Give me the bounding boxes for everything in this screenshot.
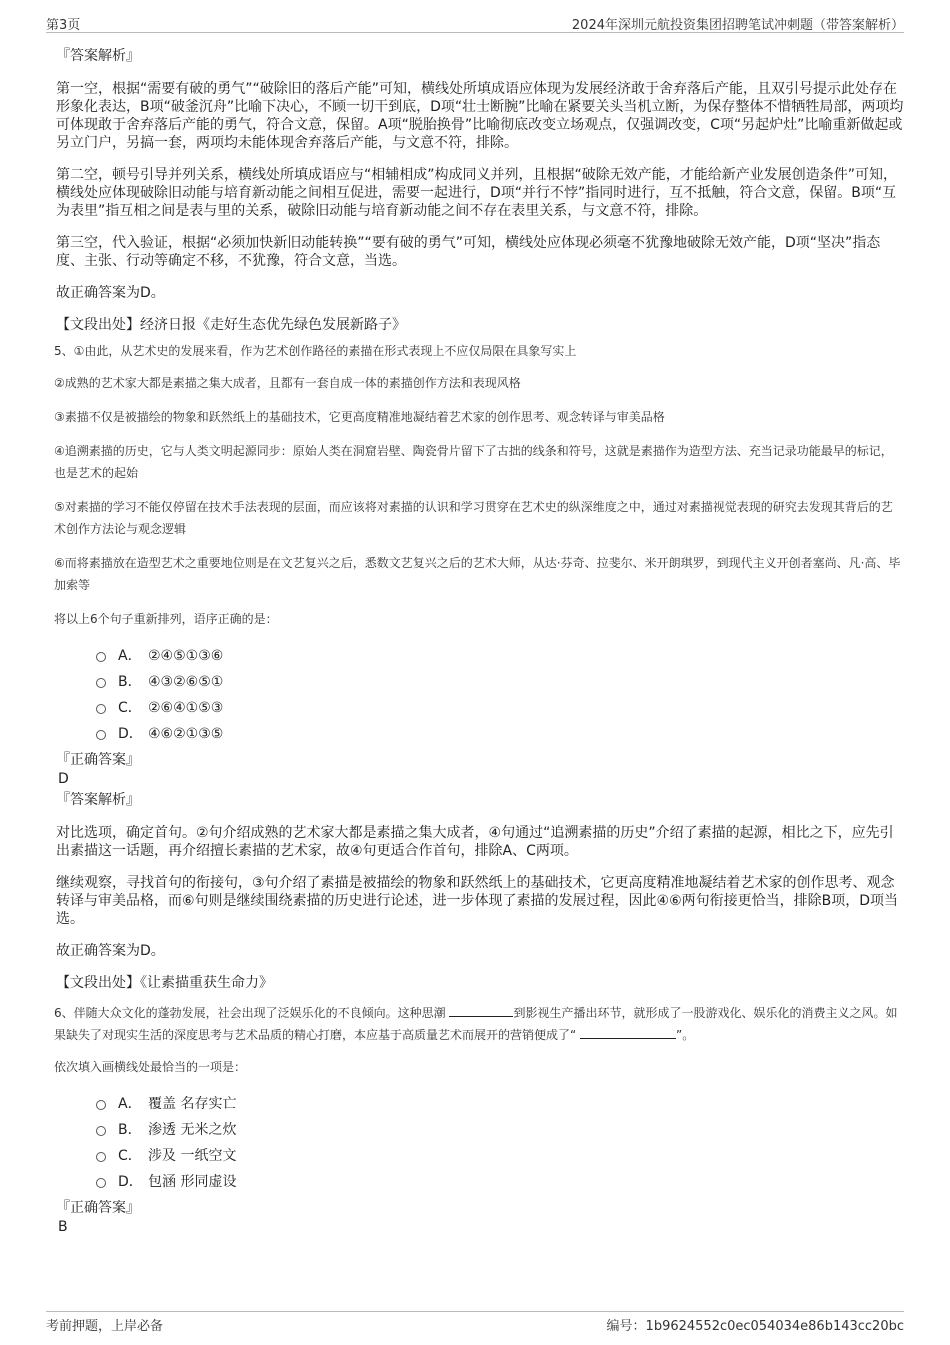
option-list <box>56 1092 904 1194</box>
analysis-conclusion: 故正确答案为D。 <box>56 943 165 959</box>
source-citation: 【文段出处】《让素描重获生命力》 <box>56 975 273 991</box>
fill-blank <box>580 1024 676 1039</box>
radio-icon[interactable] <box>96 730 106 740</box>
question-stem: 5、①由此，从艺术史的发展来看，作为艺术创作路径的素描在形式表现上不应仅局限在具象写实上 <box>54 344 577 358</box>
analysis-label: 『答案解析』 <box>56 792 140 808</box>
radio-icon[interactable] <box>96 1152 106 1162</box>
option-b[interactable]: B． ④③②⑥⑤① <box>56 670 904 694</box>
sentence-item: ⑤对素描的学习不能仅停留在技术手法表现的层面，而应该将对素描的认识和学习贯穿在艺术史的纵深维度之中，通过对素描视觉表现的研究去发现其背后的艺术创作方法论与观念逻辑 <box>54 500 893 536</box>
sentence-item: ⑥而将素描放在造型艺术之重要地位则是在文艺复兴之后，悉数文艺复兴之后的艺术大师，从达·芬奇、拉斐尔、米开朗琪罗，到现代主义开创者塞尚、凡·高、毕加索等 <box>54 556 901 592</box>
correct-answer-label: 『正确答案』 <box>56 1200 140 1216</box>
radio-icon[interactable] <box>96 1126 106 1136</box>
option-d[interactable]: D． ④⑥②①③⑤ <box>56 722 904 746</box>
option-c[interactable]: C． 涉及 一纸空文 <box>56 1144 904 1168</box>
sentence-item: ③素描不仅是被描绘的物象和跃然纸上的基础技术，它更高度精准地凝结着艺术家的创作思考、观念转译与审美品格 <box>54 410 665 424</box>
document-id: 编号：1b9624552c0ec054034e86b143cc20bc <box>606 1319 904 1334</box>
analysis-paragraph: 对比选项，确定首句。②句介绍成熟的艺术家大都是素描之集大成者，④句通过“追溯素描的历史”介绍了素描的起源，相比之下，应先引出素描这一话题，再介绍擅长素描的艺术家，故④句更适合作首句，排除A、C两项。 <box>56 825 894 859</box>
radio-icon[interactable] <box>96 1178 106 1188</box>
page-number: 第3页 <box>46 18 81 33</box>
analysis-label: 『答案解析』 <box>56 48 140 64</box>
radio-icon[interactable] <box>96 1100 106 1110</box>
sentence-item: ④追溯素描的历史，它与人类文明起源同步：原始人类在洞窟岩壁、陶瓷骨片留下了古拙的线条和符号，这就是素描作为造型方法、充当记录功能最早的标记，也是艺术的起始 <box>54 444 893 480</box>
radio-icon[interactable] <box>96 678 106 688</box>
option-a[interactable]: A． 覆盖 名存实亡 <box>56 1092 904 1116</box>
correct-answer-value: D <box>58 771 69 787</box>
page-footer <box>46 1311 904 1332</box>
option-b[interactable]: B． 渗透 无米之炊 <box>56 1118 904 1142</box>
analysis-paragraph: 继续观察，寻找首句的衔接句，③句介绍了素描是被描绘的物象和跃然纸上的基础技术，它更高度精准地凝结着艺术家的创作思考、观念转译与审美品格，而⑥句则是继续围绕素描的历史进行论述，进一步体现了素描的发展过程，因此④⑥两句衔接更恰当，排除B项，D项当选。 <box>56 875 899 927</box>
option-c[interactable]: C． ②⑥④①⑤③ <box>56 696 904 720</box>
correct-answer-value: B <box>58 1219 68 1235</box>
sentence-item: ②成熟的艺术家大都是素描之集大成者，且都有一套自成一体的素描创作方法和表现风格 <box>54 376 521 390</box>
option-list <box>56 644 904 746</box>
fill-blank <box>449 1002 513 1017</box>
correct-answer-label: 『正确答案』 <box>56 752 140 768</box>
question-prompt: 将以上6个句子重新排列，语序正确的是： <box>54 612 278 626</box>
analysis-paragraph: 第二空，顿号引导并列关系，横线处所填成语应与“相辅相成”构成同义并列，且根据“破除无效产能，才能给新产业发展创造条件”可知，横线处应体现破除旧动能与培育新动能之间相互促进，需要一起进行，D项“并行不悖”指同时进行，互不抵触，符合文意，保留。B项“互为表里”指互相之间是表与里的关系，破除旧动能与培育新动能之间不存在表里关系，与文意不符，排除。 <box>56 167 898 219</box>
analysis-paragraph: 第一空，根据“需要有破的勇气”“破除旧的落后产能”可知，横线处所填成语应体现为发展经济敢于舍弃落后产能，且双引号提示此处存在形象化表达，B项“破釜沉舟”比喻下决心，不顾一切干到底，D项“壮士断腕”比喻在紧要关头当机立断，为保存整体不惜牺牲局部，两项均可体现敢于舍弃落后产能的勇气，符合文意，保留。A项“脱胎换骨”比喻彻底改变立场观点，仅强调改变，C项“另起炉灶”比喻重新做起或另立门户，另搞一套，两项均未能体现舍弃落后产能，与文意不符，排除。 <box>56 81 904 151</box>
radio-icon[interactable] <box>96 704 106 714</box>
option-a[interactable]: A． ②④⑤①③⑥ <box>56 644 904 668</box>
footer-slogan: 考前押题，上岸必备 <box>46 1319 164 1334</box>
analysis-paragraph: 第三空，代入验证，根据“必须加快新旧动能转换”“要有破的勇气”可知，横线处应体现必须毫不犹豫地破除无效产能，D项“坚决”指态度、主张、行动等确定不移，不犹豫，符合文意，当选。 <box>56 235 881 269</box>
option-d[interactable]: D． 包涵 形同虚设 <box>56 1170 904 1194</box>
document-title: 2024年深圳元航投资集团招聘笔试冲刺题（带答案解析） <box>571 18 904 33</box>
analysis-conclusion: 故正确答案为D。 <box>56 285 165 301</box>
document-content <box>56 46 904 1236</box>
page-header <box>46 10 904 33</box>
source-citation: 【文段出处】经济日报《走好生态优先绿色发展新路子》 <box>56 317 406 333</box>
radio-icon[interactable] <box>96 652 106 662</box>
question-prompt: 依次填入画横线处最恰当的一项是： <box>54 1060 247 1074</box>
question-stem: 6、伴随大众文化的蓬勃发展，社会出现了泛娱乐化的不良倾向。这种思潮 到影视生产播出环节，就形成了一股游戏化、娱乐化的消费主义之风。如果缺失了对现实生活的深度思考与艺术品质的精心打磨，本应基于高质量艺术而展开的营销便成了“ ”。 <box>54 1002 904 1046</box>
